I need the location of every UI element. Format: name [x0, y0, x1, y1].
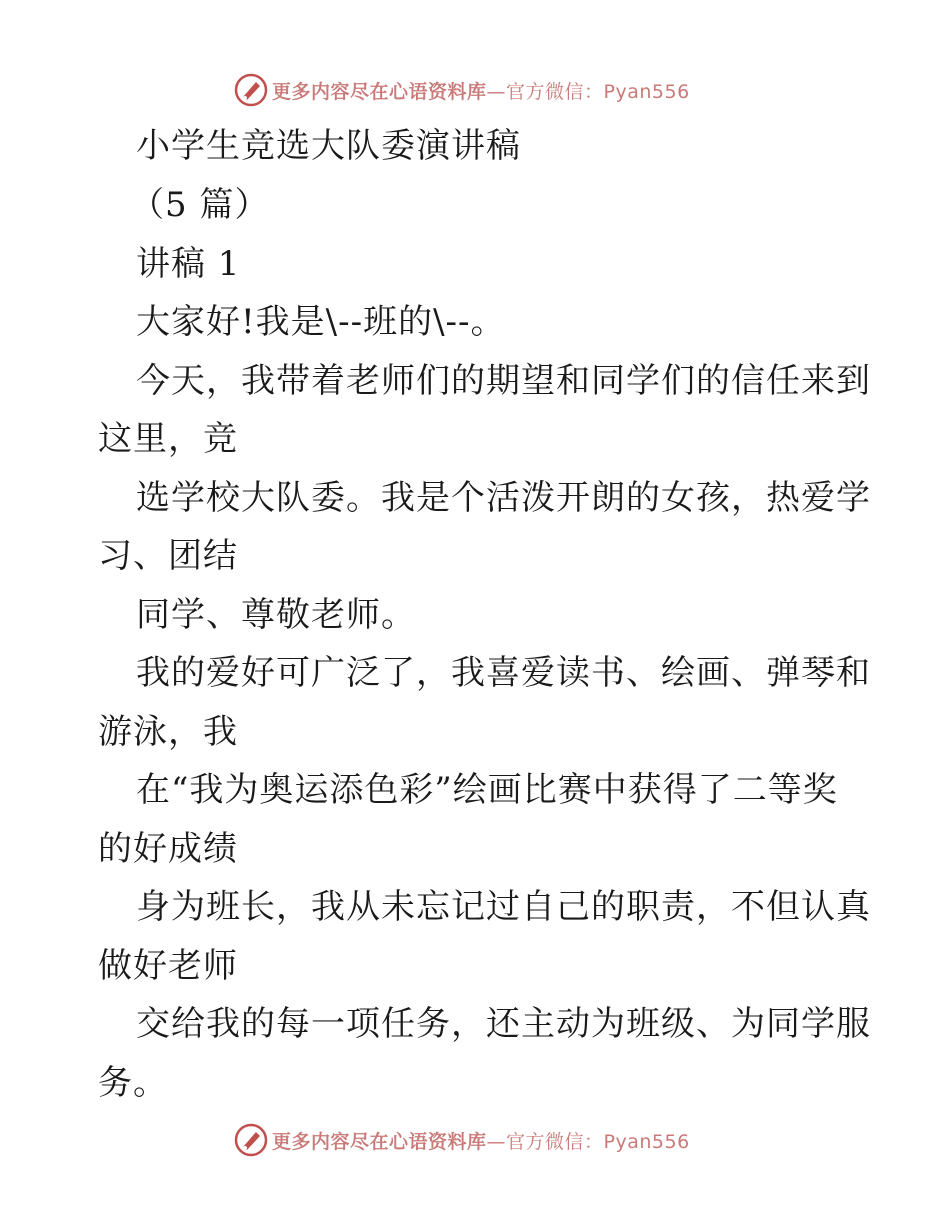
paragraph-line: 同学、尊敬老师。: [136, 595, 416, 635]
paragraph-line: 交给我的每一项任务，还主动为班级、为同学服: [136, 1004, 871, 1044]
paragraph-line: 做好老师: [98, 946, 238, 986]
watermark-text: 更多内容尽在心语资料库—官方微信：Pyan556: [272, 1130, 690, 1153]
paragraph-line: 游泳，我: [98, 712, 238, 752]
document-title: 小学生竞选大队委演讲稿: [136, 126, 521, 166]
watermark-text: 更多内容尽在心语资料库—官方微信：Pyan556: [272, 80, 690, 103]
paragraph-line: 今天，我带着老师们的期望和同学们的信任来到: [136, 361, 871, 401]
paragraph-line: 的好成绩: [98, 829, 238, 869]
paragraph-line: 我的爱好可广泛了，我喜爱读书、绘画、弹琴和: [136, 653, 871, 693]
document-subtitle: （5 篇）: [130, 185, 270, 225]
footer-watermark: [234, 1122, 690, 1158]
paragraph-line: 大家好!我是\--班的\--。: [136, 302, 506, 342]
paragraph-line: 习、团结: [98, 536, 238, 576]
pen-logo-icon: [234, 1123, 268, 1157]
paragraph-line: 务。: [98, 1063, 168, 1103]
paragraph-line: 选学校大队委。我是个活泼开朗的女孩，热爱学: [136, 478, 871, 518]
paragraph-line: 身为班长，我从未忘记过自己的职责，不但认真: [136, 887, 871, 927]
section-heading: 讲稿 1: [136, 244, 241, 284]
paragraph-line: 在“我为奥运添色彩”绘画比赛中获得了二等奖: [136, 770, 838, 810]
paragraph-line: 这里，竞: [98, 419, 238, 459]
